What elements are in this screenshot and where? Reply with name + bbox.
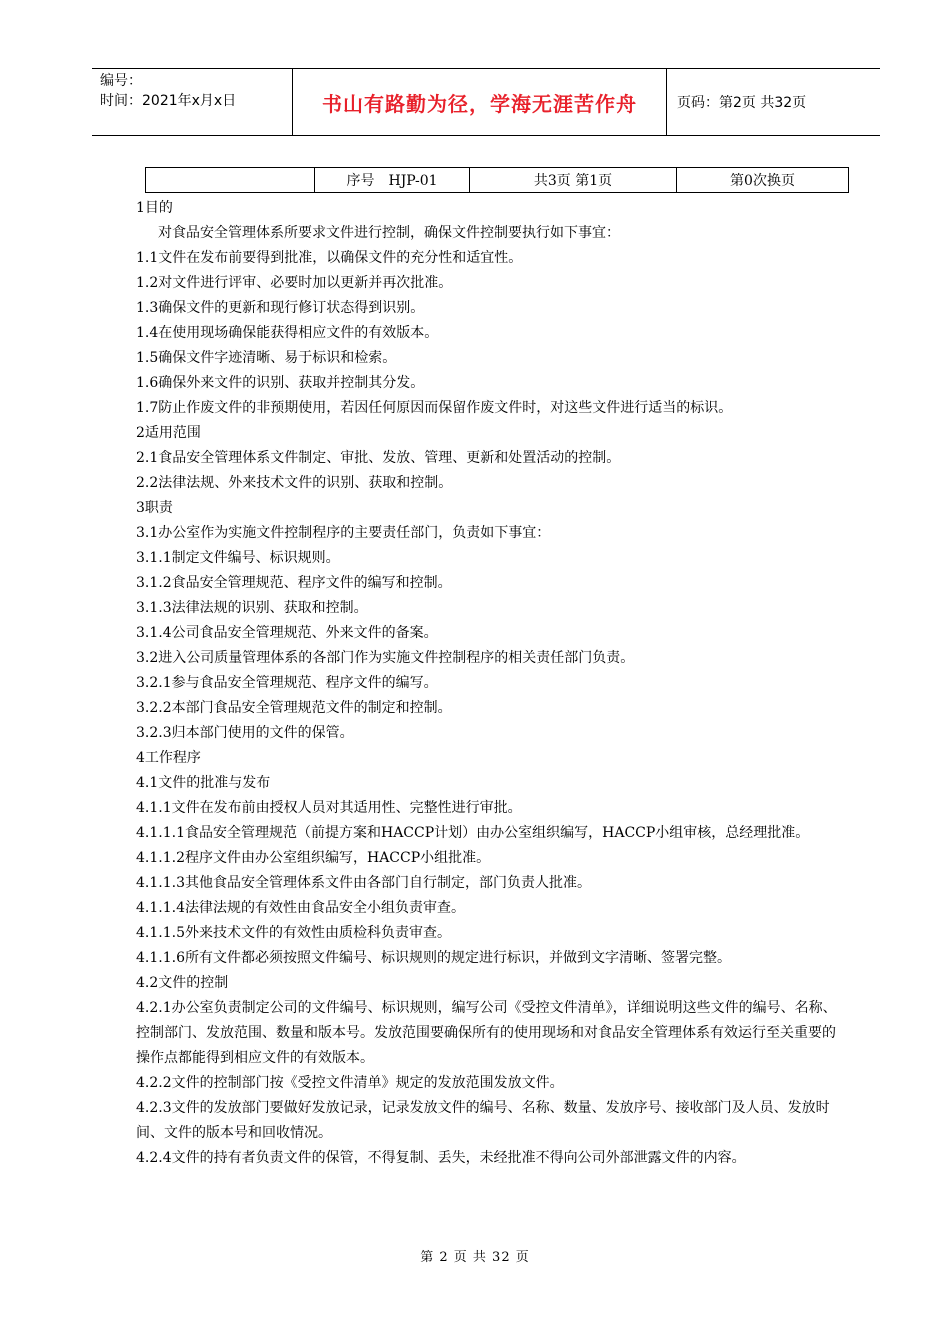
document-body [136, 196, 842, 1171]
list-item: 3.1.2食品安全管理规范、程序文件的编写和控制。 [136, 575, 452, 591]
list-item: 3.1.3法律法规的识别、获取和控制。 [136, 600, 368, 616]
list-item: 3.1办公室作为实施文件控制程序的主要责任部门，负责如下事宜： [136, 525, 551, 541]
list-item: 1.1文件在发布前要得到批准，以确保文件的充分性和适宜性。 [136, 250, 523, 266]
section-heading: 2适用范围 [136, 425, 201, 441]
list-item: 3.1.4公司食品安全管理规范、外来文件的备案。 [136, 625, 438, 641]
list-item: 4.2.3文件的发放部门要做好发放记录，记录发放文件的编号、名称、数量、发放序号、接收部门及人员、发放时间、文件的版本号和回收情况。 [136, 1100, 830, 1141]
slogan: 书山有路勤为径，学海无涯苦作舟 [292, 69, 667, 135]
meta-row [146, 168, 849, 193]
list-item: 1.4在使用现场确保能获得相应文件的有效版本。 [136, 325, 439, 341]
list-item: 2.1食品安全管理体系文件制定、审批、发放、管理、更新和处置活动的控制。 [136, 450, 621, 466]
subsection-heading: 4.2文件的控制 [136, 975, 229, 991]
list-item: 4.1.1.1食品安全管理规范（前提方案和HACCP计划）由办公室组织编写，HACCP小组审核，总经理批准。 [136, 825, 810, 841]
list-item: 4.1.1.6所有文件都必须按照文件编号、标识规则的规定进行标识，并做到文字清晰、签署完整。 [136, 950, 731, 966]
list-item: 4.1.1文件在发布前由授权人员对其适用性、完整性进行审批。 [136, 800, 522, 816]
section-heading: 3职责 [136, 500, 173, 516]
page-footer: 第 2 页 共 32 页 [420, 1250, 530, 1265]
meta-revision-cell: 第0次换页 [677, 168, 849, 193]
section-heading: 4工作程序 [136, 750, 201, 766]
section-heading: 1目的 [136, 200, 173, 216]
subsection-heading: 4.1文件的批准与发布 [136, 775, 271, 791]
document-meta-table [145, 167, 849, 193]
list-item: 1.6确保外来文件的识别、获取并控制其分发。 [136, 375, 425, 391]
page-info: 页码：第2页 共32页 [677, 95, 807, 111]
list-item: 1.3确保文件的更新和现行修订状态得到识别。 [136, 300, 425, 316]
list-item: 4.1.1.4法律法规的有效性由食品安全小组负责审查。 [136, 900, 465, 916]
meta-pages-cell: 共3页 第1页 [470, 168, 677, 193]
top-header [92, 68, 880, 136]
meta-blank-cell [146, 168, 315, 193]
list-item: 3.2.3归本部门使用的文件的保管。 [136, 725, 354, 741]
list-item: 4.1.1.3其他食品安全管理体系文件由各部门自行制定，部门负责人批准。 [136, 875, 591, 891]
list-item: 1.5确保文件字迹清晰、易于标识和检索。 [136, 350, 397, 366]
list-item: 4.2.2文件的控制部门按《受控文件清单》规定的发放范围发放文件。 [136, 1075, 564, 1091]
list-item: 3.2.1参与食品安全管理规范、程序文件的编写。 [136, 675, 438, 691]
list-item: 1.7防止作废文件的非预期使用，若因任何原因而保留作废文件时，对这些文件进行适当的标识。 [136, 400, 733, 416]
list-item: 4.2.4文件的持有者负责文件的保管，不得复制、丢失，未经批准不得向公司外部泄露文件的内容。 [136, 1150, 746, 1166]
list-item: 3.1.1制定文件编号、标识规则。 [136, 550, 340, 566]
list-item: 3.2进入公司质量管理体系的各部门作为实施文件控制程序的相关责任部门负责。 [136, 650, 635, 666]
code-label: 编号： [100, 73, 142, 89]
header-left [92, 69, 292, 135]
paragraph: 对食品安全管理体系所要求文件进行控制，确保文件控制要执行如下事宜： [158, 225, 620, 241]
meta-serial-cell: 序号 HJP-01 [315, 168, 470, 193]
list-item: 3.2.2本部门食品安全管理规范文件的制定和控制。 [136, 700, 452, 716]
list-item: 1.2对文件进行评审、必要时加以更新并再次批准。 [136, 275, 453, 291]
list-item: 4.1.1.2程序文件由办公室组织编写，HACCP小组批准。 [136, 850, 491, 866]
list-item: 4.2.1办公室负责制定公司的文件编号、标识规则，编写公司《受控文件清单》，详细说明这些文件的编号、名称、控制部门、发放范围、数量和版本号。发放范围要确保所有的使用现场和对食品安全管理体系有效运行至关重要的操作点都能得到相应文件的有效版本。 [136, 1000, 837, 1066]
time-label: 时间：2021年x月x日 [100, 93, 237, 109]
list-item: 4.1.1.5外来技术文件的有效性由质检科负责审查。 [136, 925, 451, 941]
list-item: 2.2法律法规、外来技术文件的识别、获取和控制。 [136, 475, 453, 491]
